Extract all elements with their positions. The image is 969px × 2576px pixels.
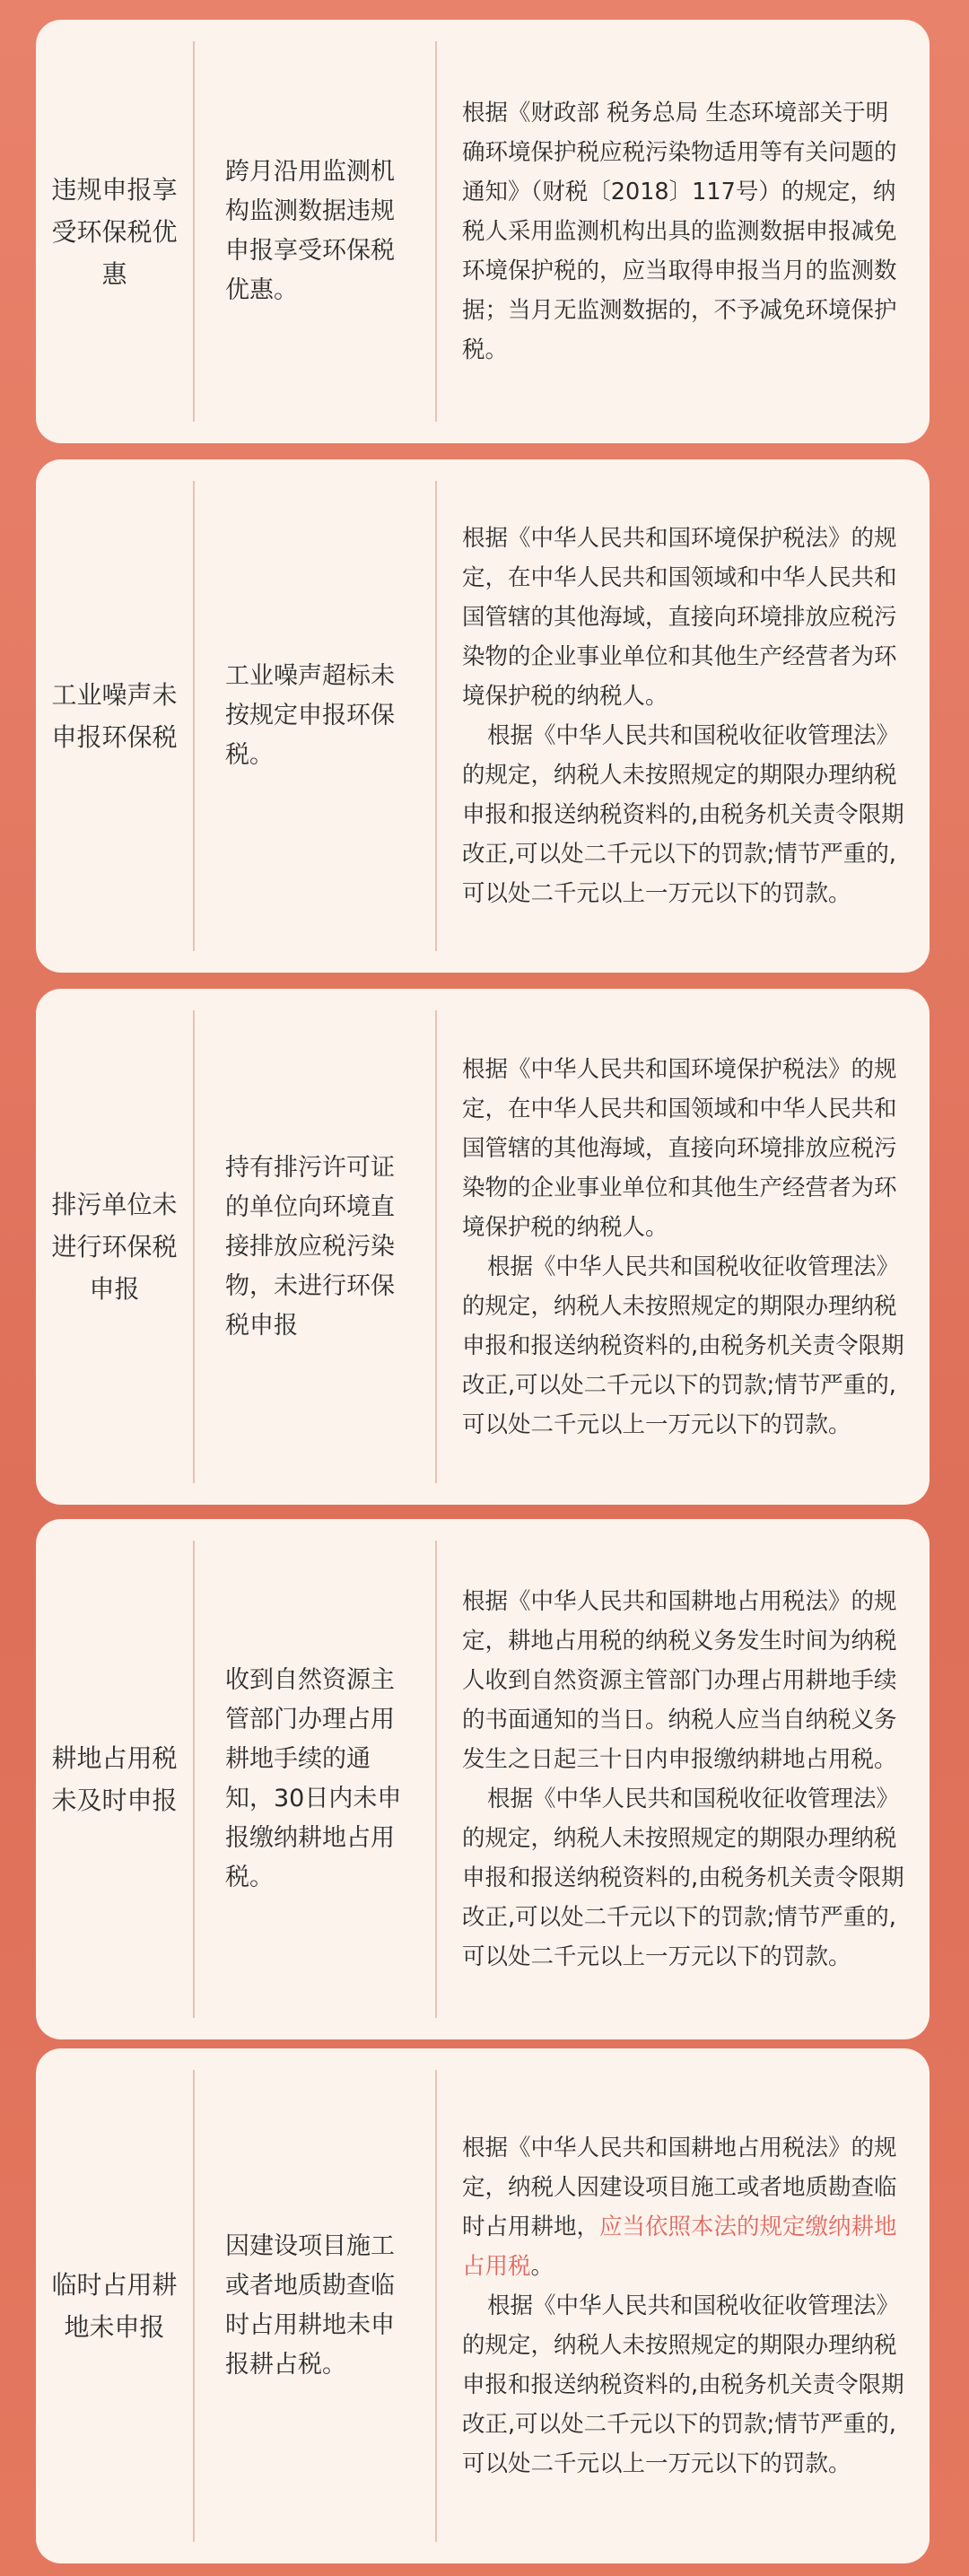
violation-situation: 收到自然资源主管部门办理占用耕地手续的通知，30日内未申报缴纳耕地占用税。 xyxy=(225,1666,402,1891)
violation-situation: 工业噪声超标未按规定申报环保税。 xyxy=(225,662,395,769)
violation-item: 耕地占用税未及时申报 xyxy=(51,1743,178,1815)
table-row xyxy=(36,20,930,443)
legal-basis-paragraph xyxy=(462,2128,906,2286)
violation-item: 临时占用耕地未申报 xyxy=(51,2270,178,2342)
legal-basis-paragraph: 根据《中华人民共和国税收征收管理法》的规定，纳税人未按照规定的期限办理纳税申报和报送纳税资料的,由税务机关责令限期改正,可以处二千元以下的罚款;情节严重的,可以处二千元以上一万元以下的罚款。 xyxy=(462,722,904,907)
legal-basis xyxy=(435,1519,930,2039)
table-row xyxy=(36,1519,930,2039)
table-row xyxy=(36,2048,930,2563)
legal-basis-paragraph: 根据《财政部 税务总局 生态环境部关于明确环境保护税应税污染物适用等有关问题的通知》（财税〔2018〕117号）的规定，纳税人采用监测机构出具的监测数据申报减免环境保护税的，应当取得申报当月的监测数据；当月无监测数据的，不予减免环境保护税。 xyxy=(462,100,897,363)
violation-situation: 持有排污许可证的单位向环境直接排放应税污染物，未进行环保税申报 xyxy=(225,1153,395,1340)
legal-basis-paragraph: 根据《中华人民共和国环境保护税法》的规定，在中华人民共和国领域和中华人民共和国管辖的其他海域，直接向环境排放应税污染物的企业事业单位和其他生产经营者为环境保护税的纳税人。 xyxy=(462,1055,897,1241)
legal-basis-paragraph: 根据《中华人民共和国耕地占用税法》的规定，耕地占用税的纳税义务发生时间为纳税人收到自然资源主管部门办理占用耕地手续的书面通知的当日。纳税人应当自纳税义务发生之日起三十日内申报缴纳耕地占用税。 xyxy=(462,1588,897,1773)
legal-basis xyxy=(435,20,930,443)
violation-situation: 跨月沿用监测机构监测数据违规申报享受环保税优惠。 xyxy=(225,158,395,304)
legal-basis xyxy=(435,989,930,1505)
violation-item: 排污单位未进行环保税申报 xyxy=(51,1190,178,1304)
violation-item: 工业噪声未申报环保税 xyxy=(51,680,178,752)
table-row xyxy=(36,989,930,1505)
legal-basis xyxy=(435,459,930,973)
violation-situation: 因建设项目施工或者地质勘查临时占用耕地未申报耕占税。 xyxy=(225,2232,395,2379)
legal-basis xyxy=(435,2048,930,2563)
highlighted-text: 应当依照本法的规定缴纳耕地占用税 xyxy=(462,2214,897,2280)
legal-basis-paragraph: 根据《中华人民共和国环境保护税法》的规定，在中华人民共和国领域和中华人民共和国管辖的其他海域，直接向环境排放应税污染物的企业事业单位和其他生产经营者为环境保护税的纳税人。 xyxy=(462,525,897,710)
legal-basis-text: 。 xyxy=(530,2253,554,2280)
violation-item: 违规申报享受环保税优惠 xyxy=(51,174,178,289)
legal-basis-text: 根据《中华人民共和国耕地占用税法》的规定，纳税人因建设项目施工或者地质勘查临时占用耕地， xyxy=(462,2135,897,2240)
table-row xyxy=(36,459,930,973)
legal-basis-paragraph: 根据《中华人民共和国税收征收管理法》的规定，纳税人未按照规定的期限办理纳税申报和报送纳税资料的,由税务机关责令限期改正,可以处二千元以下的罚款;情节严重的,可以处二千元以上一万元以下的罚款。 xyxy=(462,2292,904,2477)
legal-basis-paragraph: 根据《中华人民共和国税收征收管理法》的规定，纳税人未按照规定的期限办理纳税申报和报送纳税资料的,由税务机关责令限期改正,可以处二千元以下的罚款;情节严重的,可以处二千元以上一万元以下的罚款。 xyxy=(462,1786,904,1970)
legal-basis-paragraph: 根据《中华人民共和国税收征收管理法》的规定，纳税人未按照规定的期限办理纳税申报和报送纳税资料的,由税务机关责令限期改正,可以处二千元以下的罚款;情节严重的,可以处二千元以上一万元以下的罚款。 xyxy=(462,1253,904,1438)
